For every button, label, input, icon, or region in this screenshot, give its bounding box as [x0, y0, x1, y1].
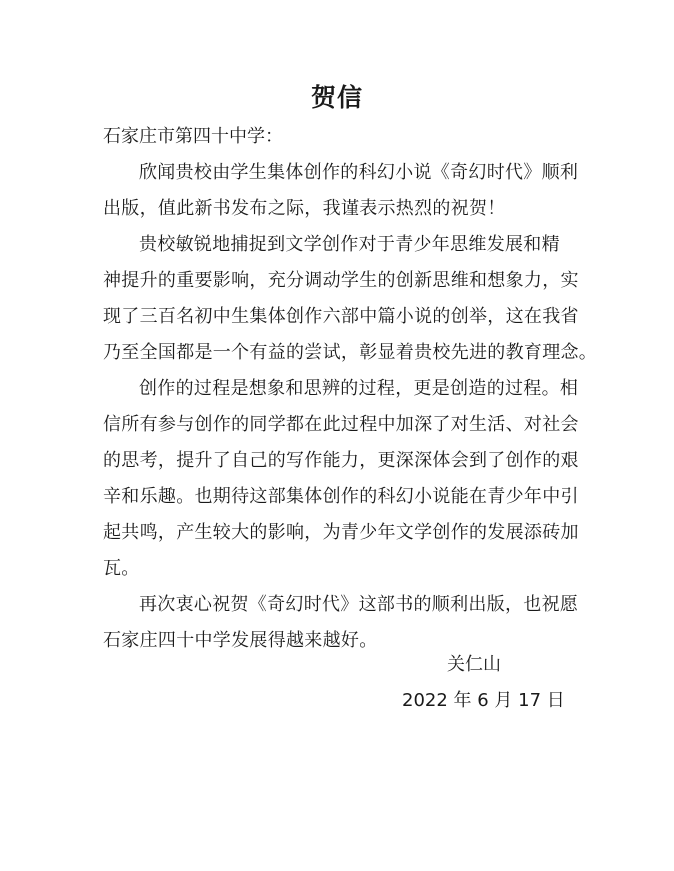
body-line: 欣闻贵校由学生集体创作的科幻小说《奇幻时代》顺利 — [139, 162, 579, 183]
letter-date: 2022 年 6 月 17 日 — [402, 690, 565, 711]
salutation: 石家庄市第四十中学： — [103, 126, 283, 147]
body-line: 出版，值此新书发布之际，我谨表示热烈的祝贺！ — [103, 198, 506, 219]
body-line: 乃至全国都是一个有益的尝试，彰显着贵校先进的教育理念。 — [103, 342, 598, 363]
body-line: 神提升的重要影响，充分调动学生的创新思维和想象力，实 — [103, 270, 579, 291]
body-line: 贵校敏锐地捕捉到文学创作对于青少年思维发展和精 — [139, 234, 560, 255]
signer-name: 关仁山 — [447, 654, 501, 675]
letter-title: 贺信 — [310, 83, 363, 112]
body-line: 创作的过程是想象和思辨的过程，更是创造的过程。相 — [139, 378, 579, 399]
body-line: 现了三百名初中生集体创作六部中篇小说的创举，这在我省 — [103, 306, 579, 327]
body-line: 的思考，提升了自己的写作能力，更深深体会到了创作的艰 — [103, 450, 579, 471]
body-line: 辛和乐趣。也期待这部集体创作的科幻小说能在青少年中引 — [103, 486, 579, 507]
body-line: 瓦。 — [103, 558, 140, 579]
body-line: 石家庄四十中学发展得越来越好。 — [103, 630, 378, 651]
body-line: 起共鸣，产生较大的影响，为青少年文学创作的发展添砖加 — [103, 522, 579, 543]
body-line: 再次衷心祝贺《奇幻时代》这部书的顺利出版，也祝愿 — [139, 594, 579, 615]
body-line: 信所有参与创作的同学都在此过程中加深了对生活、对社会 — [103, 414, 579, 435]
